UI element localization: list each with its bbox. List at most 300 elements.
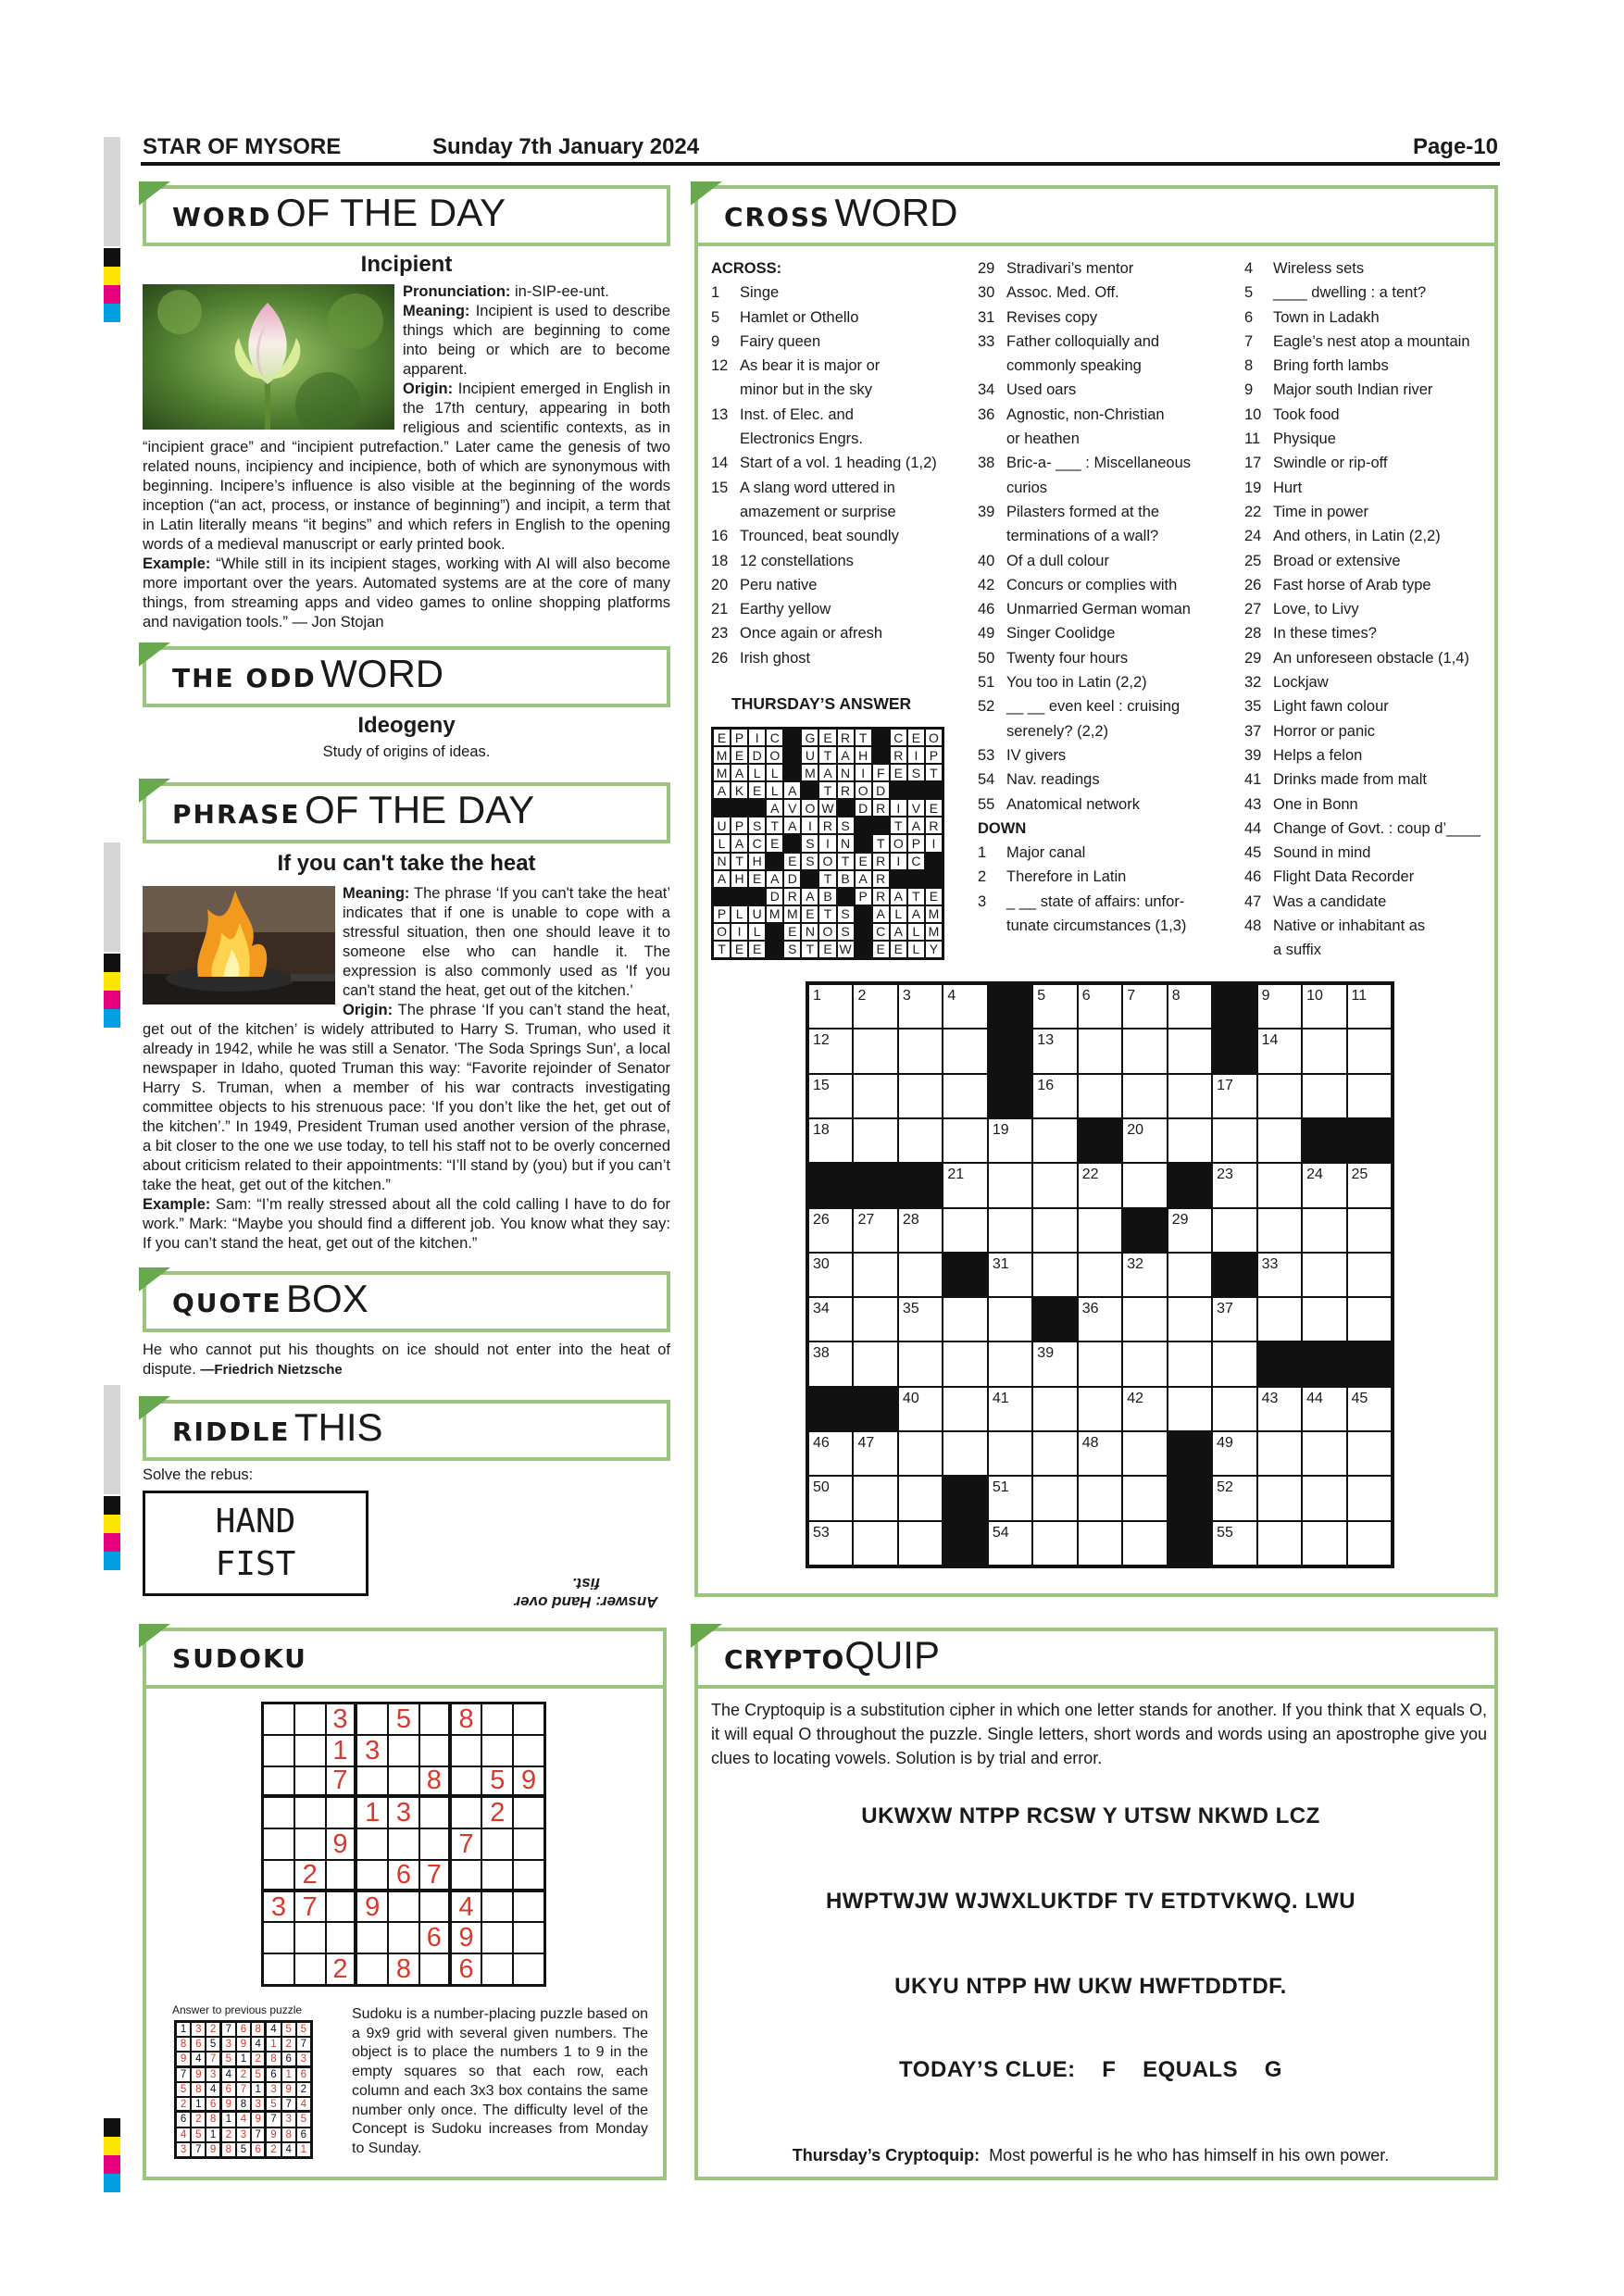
crossword-cell[interactable]	[1212, 1476, 1256, 1520]
crossword-cell[interactable]	[808, 1253, 853, 1297]
sudoku-cell[interactable]	[419, 1828, 451, 1860]
crossword-cell[interactable]	[1302, 1431, 1346, 1476]
sudoku-cell[interactable]	[356, 1922, 388, 1953]
crossword-cell[interactable]	[1212, 1521, 1256, 1566]
example-text: Sam: “I’m really stressed about all the cold calling I have to do for work.” Mark: “Maybe you should find a different job. You know what they say: If you can’t stand the heat, get out of the kitchen.”	[143, 1196, 670, 1252]
crossword-cell[interactable]	[1078, 1521, 1122, 1566]
sudoku-cell[interactable]	[263, 1797, 294, 1828]
clue-number: 41	[1244, 771, 1262, 789]
crossword-cell[interactable]	[943, 1118, 987, 1163]
crossword-cell[interactable]	[1122, 1341, 1167, 1386]
sudoku-digit: 4	[195, 2053, 202, 2065]
sudoku-cell[interactable]	[451, 1735, 482, 1766]
crossword-cell[interactable]	[1257, 1163, 1302, 1207]
crossword-cell[interactable]	[1257, 1476, 1302, 1520]
crossword-cell[interactable]	[1168, 1297, 1212, 1341]
answer-cell	[748, 870, 766, 888]
crossword-cell[interactable]	[1347, 1431, 1392, 1476]
crossword-cell[interactable]	[1032, 984, 1077, 1029]
crossword-cell[interactable]	[1302, 1253, 1346, 1297]
crossword-cell[interactable]	[853, 1297, 897, 1341]
crossword-cell[interactable]	[808, 1431, 853, 1476]
crossword-cell[interactable]	[1032, 1118, 1077, 1163]
crossword-cell[interactable]	[1122, 1253, 1167, 1297]
crossword-cell[interactable]	[1032, 1521, 1077, 1566]
sudoku-cell	[176, 2142, 191, 2157]
crossword-cell[interactable]	[1212, 1074, 1256, 1118]
sudoku-cell[interactable]	[388, 1828, 419, 1860]
quote-author: —Friedrich Nietzsche	[200, 1362, 343, 1378]
crossword-cell[interactable]	[1122, 1118, 1167, 1163]
crossword-cell[interactable]	[1168, 1074, 1212, 1118]
sudoku-cell[interactable]	[513, 1703, 544, 1735]
answer-letter: E	[893, 765, 903, 780]
crossword-cell[interactable]	[943, 1341, 987, 1386]
answer-letter: N	[717, 854, 727, 869]
crossword-cell[interactable]	[1347, 1253, 1392, 1297]
clue-item	[1244, 354, 1494, 378]
crossword-cell[interactable]	[853, 1253, 897, 1297]
crossword-cell[interactable]	[898, 1297, 943, 1341]
sudoku-cell	[251, 2112, 266, 2127]
sudoku-cell[interactable]	[263, 1953, 294, 1985]
crossword-cell[interactable]	[1212, 1431, 1256, 1476]
sudoku-cell	[281, 2052, 296, 2066]
clue-item	[711, 597, 961, 621]
crossword-cell[interactable]	[1122, 1297, 1167, 1341]
crossword-cell[interactable]	[1078, 1387, 1122, 1431]
sudoku-cell[interactable]	[263, 1703, 294, 1735]
crossword-cell[interactable]	[1168, 1341, 1212, 1386]
answer-cell	[783, 941, 801, 958]
clue-number-label: 45	[1351, 1390, 1368, 1406]
crossword-cell[interactable]	[1078, 1297, 1122, 1341]
crossword-cell[interactable]	[898, 1431, 943, 1476]
crossword-cell[interactable]	[1122, 1074, 1167, 1118]
answer-letter: T	[858, 730, 868, 745]
sudoku-cell[interactable]	[513, 1953, 544, 1985]
crossword-cell[interactable]	[898, 1208, 943, 1253]
crossword-cell[interactable]	[1032, 1476, 1077, 1520]
crossword-cell[interactable]	[1168, 1118, 1212, 1163]
sudoku-cell[interactable]	[419, 1703, 451, 1735]
crossword-cell[interactable]	[853, 984, 897, 1029]
sudoku-cell[interactable]	[481, 1735, 513, 1766]
crossword-cell[interactable]	[988, 1163, 1032, 1207]
crossword-cell[interactable]	[1078, 1163, 1122, 1207]
sudoku-digit: 9	[365, 1891, 381, 1922]
crossword-cell[interactable]	[1212, 1341, 1256, 1386]
crossword-cell[interactable]	[988, 1521, 1032, 1566]
answer-cell	[766, 781, 783, 799]
crossword-cell[interactable]	[1122, 984, 1167, 1029]
crossword-cell[interactable]	[1078, 1208, 1122, 1253]
black-square	[907, 870, 925, 888]
crossword-cell[interactable]	[1168, 1029, 1212, 1073]
answer-letter: R	[841, 730, 851, 745]
crossword-cell[interactable]	[1032, 1029, 1077, 1073]
clue-text: a suffix	[1273, 942, 1321, 959]
answer-letter: B	[823, 889, 832, 905]
crossword-cell[interactable]	[1347, 1163, 1392, 1207]
crossword-cell[interactable]	[988, 1297, 1032, 1341]
crossword-cell[interactable]	[1347, 1297, 1392, 1341]
black-square	[1302, 1341, 1346, 1386]
sudoku-cell[interactable]	[263, 1922, 294, 1953]
crossword-cell[interactable]	[1032, 1074, 1077, 1118]
crossword-cell[interactable]	[943, 1297, 987, 1341]
crossword-cell[interactable]	[808, 1029, 853, 1073]
crossword-cell[interactable]	[988, 1476, 1032, 1520]
answer-letter: E	[806, 906, 815, 922]
black-square	[731, 888, 748, 905]
crossword-cell[interactable]	[1302, 1387, 1346, 1431]
sudoku-cell[interactable]	[513, 1922, 544, 1953]
crossword-cell[interactable]	[1257, 984, 1302, 1029]
crossword-cell[interactable]	[853, 1476, 897, 1520]
crossword-cell[interactable]	[898, 1476, 943, 1520]
crossword-cell[interactable]	[808, 1118, 853, 1163]
crossword-cell[interactable]	[1302, 1074, 1346, 1118]
sudoku-cell[interactable]	[388, 1766, 419, 1798]
crossword-cell[interactable]	[943, 1163, 987, 1207]
sudoku-cell[interactable]	[513, 1860, 544, 1891]
crossword-cell[interactable]	[853, 1118, 897, 1163]
origin-label: Origin:	[343, 1002, 394, 1018]
crossword-cell[interactable]	[943, 1387, 987, 1431]
crossword-cell[interactable]	[1347, 984, 1392, 1029]
clue-number-label: 49	[1217, 1435, 1233, 1452]
sudoku-digit: 6	[180, 2114, 187, 2126]
black-square	[766, 923, 783, 941]
sudoku-cell[interactable]	[451, 1797, 482, 1828]
crossword-cell[interactable]	[1347, 1476, 1392, 1520]
crossword-cell[interactable]	[1257, 1521, 1302, 1566]
sudoku-cell	[388, 1953, 419, 1985]
crossword-cell[interactable]	[1122, 1431, 1167, 1476]
crossword-cell[interactable]	[898, 1521, 943, 1566]
sudoku-cell[interactable]	[419, 1891, 451, 1923]
sudoku-cell[interactable]	[388, 1891, 419, 1923]
answer-cell	[766, 834, 783, 852]
sudoku-cell[interactable]	[294, 1953, 326, 1985]
crossword-cell[interactable]	[1302, 1297, 1346, 1341]
sudoku-cell[interactable]	[356, 1860, 388, 1891]
crossword-cell[interactable]	[1347, 1387, 1392, 1431]
crossword-cell[interactable]	[1212, 1297, 1256, 1341]
crossword-cell[interactable]	[988, 1387, 1032, 1431]
crossword-cell[interactable]	[1032, 1341, 1077, 1386]
sudoku-cell[interactable]	[326, 1860, 357, 1891]
crossword-cell[interactable]	[1302, 1476, 1346, 1520]
sudoku-digit: 5	[270, 2098, 277, 2110]
sudoku-digit: 2	[300, 2083, 307, 2095]
sudoku-digit: 9	[209, 2143, 217, 2155]
answer-cell	[925, 888, 943, 905]
crossword-cell[interactable]	[1078, 1029, 1122, 1073]
sudoku-cell[interactable]	[294, 1797, 326, 1828]
sudoku-cell[interactable]	[481, 1953, 513, 1985]
sudoku-cell[interactable]	[388, 1922, 419, 1953]
sudoku-cell[interactable]	[356, 1703, 388, 1735]
sudoku-cell	[176, 2128, 191, 2142]
black-square	[1347, 1341, 1392, 1386]
black-square	[713, 799, 731, 817]
crossword-cell[interactable]	[1347, 1208, 1392, 1253]
crossword-cell[interactable]	[808, 1297, 853, 1341]
sudoku-cell	[281, 2128, 296, 2142]
clue-number-label: 50	[813, 1479, 830, 1496]
crossword-cell[interactable]	[1078, 1476, 1122, 1520]
clue-item	[711, 573, 961, 597]
crossword-cell[interactable]	[1168, 1208, 1212, 1253]
clue-text: Inst. of Elec. and	[740, 406, 854, 423]
sudoku-cell[interactable]	[419, 1797, 451, 1828]
sudoku-cell[interactable]	[481, 1922, 513, 1953]
sudoku-cell[interactable]	[451, 1766, 482, 1798]
sudoku-cell	[281, 2022, 296, 2037]
sudoku-cell[interactable]	[419, 1953, 451, 1985]
crossword-cell[interactable]	[853, 1029, 897, 1073]
crossword-cell[interactable]	[853, 1521, 897, 1566]
sudoku-cell[interactable]	[388, 1735, 419, 1766]
crossword-cell[interactable]	[943, 1074, 987, 1118]
crossword-cell[interactable]	[853, 1074, 897, 1118]
crossword-cell[interactable]	[1347, 1521, 1392, 1566]
black-square	[853, 1163, 897, 1207]
sudoku-cell[interactable]	[326, 1922, 357, 1953]
crossword-cell[interactable]	[808, 1341, 853, 1386]
crossword-cell[interactable]	[808, 1074, 853, 1118]
sudoku-digit: 5	[240, 2143, 247, 2155]
crossword-cell[interactable]	[1212, 1163, 1256, 1207]
crossword-cell[interactable]	[1122, 1029, 1167, 1073]
section-title-large: WORD	[320, 652, 444, 695]
answer-cell	[837, 729, 855, 746]
crossword-cell[interactable]	[1078, 1341, 1122, 1386]
corner-flag-icon	[139, 643, 170, 667]
crossword-cell[interactable]	[1212, 1208, 1256, 1253]
clue-item	[1244, 476, 1494, 500]
sudoku-cell[interactable]	[294, 1922, 326, 1953]
sudoku-cell[interactable]	[294, 1703, 326, 1735]
sudoku-cell[interactable]	[263, 1735, 294, 1766]
sudoku-cell[interactable]	[263, 1766, 294, 1798]
sudoku-digit: 8	[395, 1954, 412, 1985]
section-title-small: SUDOKU	[172, 1643, 307, 1674]
clue-line	[978, 524, 1237, 548]
crossword-cell[interactable]	[1257, 1431, 1302, 1476]
answer-letter: D	[752, 747, 762, 763]
crossword-cell[interactable]	[1122, 1521, 1167, 1566]
crossword-cell[interactable]	[943, 1208, 987, 1253]
crossword-cell[interactable]	[1168, 984, 1212, 1029]
crossword-cell[interactable]	[1032, 1163, 1077, 1207]
crossword-cell[interactable]	[808, 984, 853, 1029]
answer-letter: O	[717, 924, 727, 940]
crossword-cell[interactable]	[1122, 1476, 1167, 1520]
crossword-cell[interactable]	[808, 1521, 853, 1566]
sudoku-digit: 2	[225, 2128, 231, 2140]
answer-cell	[907, 941, 925, 958]
sudoku-cell[interactable]	[481, 1891, 513, 1923]
clue-text: Flight Data Recorder	[1273, 868, 1415, 886]
clue-number: 18	[711, 552, 729, 569]
crossword-cell[interactable]	[1078, 1074, 1122, 1118]
sudoku-digit: 6	[458, 1954, 474, 1985]
clue-number-label: 30	[813, 1255, 830, 1272]
answer-letter: T	[841, 854, 850, 869]
crossword-cell[interactable]	[988, 1431, 1032, 1476]
clue-line	[978, 354, 1237, 378]
clue-text: Major south Indian river	[1273, 381, 1433, 399]
crossword-cell[interactable]	[853, 1431, 897, 1476]
crossword-cell[interactable]	[1032, 1208, 1077, 1253]
answer-cell	[872, 834, 890, 852]
crossword-cell[interactable]	[1302, 1029, 1346, 1073]
crossword-cell[interactable]	[1168, 1387, 1212, 1431]
todays-clue: TODAY’S CLUE: F EQUALS G	[899, 2057, 1282, 2082]
crossword-cell[interactable]	[1257, 1118, 1302, 1163]
sudoku-cell[interactable]	[263, 1860, 294, 1891]
clue-text: Irish ghost	[740, 649, 811, 667]
crossword-cell[interactable]	[1257, 1297, 1302, 1341]
answer-letter: E	[929, 889, 939, 905]
sudoku-cell	[191, 2097, 206, 2112]
crossword-cell[interactable]	[898, 1253, 943, 1297]
sudoku-cell[interactable]	[513, 1797, 544, 1828]
clue-text: Sound in mind	[1273, 844, 1371, 862]
sudoku-digit: 7	[300, 2039, 307, 2051]
crossword-cell[interactable]	[898, 1074, 943, 1118]
crossword-cell[interactable]	[988, 1253, 1032, 1297]
crossword-cell[interactable]	[1347, 1074, 1392, 1118]
origin-label: Origin:	[403, 381, 454, 397]
crossword-cell[interactable]	[1212, 1118, 1256, 1163]
sudoku-cell[interactable]	[326, 1891, 357, 1923]
crossword-cell[interactable]	[1168, 1253, 1212, 1297]
crossword-cell[interactable]	[853, 1208, 897, 1253]
sudoku-cell[interactable]	[294, 1735, 326, 1766]
crossword-cell[interactable]	[1212, 1387, 1256, 1431]
answer-cell	[818, 941, 836, 958]
sudoku-cell	[296, 2142, 311, 2157]
sudoku-cell[interactable]	[481, 1828, 513, 1860]
sudoku-digit: 2	[332, 1954, 348, 1985]
crossword-cell[interactable]	[943, 984, 987, 1029]
clue-text: Agnostic, non-Christian	[1006, 406, 1165, 423]
sudoku-cell[interactable]	[294, 1766, 326, 1798]
clue-number: 6	[1244, 308, 1254, 326]
crossword-cell[interactable]	[853, 1341, 897, 1386]
crossword-cell[interactable]	[1257, 1253, 1302, 1297]
crossword-cell[interactable]	[1257, 1074, 1302, 1118]
clue-item	[978, 670, 1237, 694]
crossword-cell[interactable]	[1032, 1253, 1077, 1297]
crossword-cell[interactable]	[898, 984, 943, 1029]
crossword-cell[interactable]	[1032, 1387, 1077, 1431]
answer-cell	[872, 781, 890, 799]
answer-letter: A	[788, 817, 797, 833]
clue-number: 38	[978, 455, 995, 472]
answer-cell	[837, 923, 855, 941]
crossword-cell[interactable]	[1122, 1387, 1167, 1431]
sudoku-digit: 6	[395, 1859, 412, 1890]
sudoku-cell[interactable]	[419, 1735, 451, 1766]
black-square	[943, 1253, 987, 1297]
sudoku-cell	[251, 2082, 266, 2097]
crossword-cell[interactable]	[1078, 1253, 1122, 1297]
answer-letter: R	[929, 817, 939, 833]
sudoku-cell[interactable]	[513, 1735, 544, 1766]
sudoku-cell[interactable]	[356, 1828, 388, 1860]
answer-letter: S	[911, 765, 921, 780]
crossword-cell[interactable]	[1032, 1431, 1077, 1476]
sudoku-cell[interactable]	[513, 1891, 544, 1923]
crossword-cell[interactable]	[808, 1208, 853, 1253]
crossword-cell[interactable]	[808, 1476, 853, 1520]
crossword-cell[interactable]	[943, 1029, 987, 1073]
crossword-cell[interactable]	[1302, 1208, 1346, 1253]
clue-item	[1244, 817, 1494, 841]
clue-text: Took food	[1273, 406, 1340, 423]
sudoku-cell[interactable]	[356, 1766, 388, 1798]
clue-text: Once again or afresh	[740, 625, 883, 643]
crossword-cell[interactable]	[898, 1341, 943, 1386]
crossword-cell[interactable]	[988, 1341, 1032, 1386]
clue-number-label: 10	[1306, 988, 1323, 1004]
crossword-cell[interactable]	[1302, 984, 1346, 1029]
crossword-cell[interactable]	[1078, 984, 1122, 1029]
clue-item	[978, 841, 1237, 865]
crossword-cell[interactable]	[1347, 1029, 1392, 1073]
clue-text: Swindle or rip-off	[1273, 455, 1388, 472]
crossword-cell[interactable]	[988, 1208, 1032, 1253]
crossword-cell[interactable]	[988, 1118, 1032, 1163]
sudoku-cell[interactable]	[481, 1703, 513, 1735]
crossword-cell[interactable]	[898, 1118, 943, 1163]
answer-letter: S	[841, 906, 850, 922]
answer-cell	[855, 870, 872, 888]
clue-number: 19	[1244, 479, 1262, 496]
crossword-cell[interactable]	[1302, 1521, 1346, 1566]
sudoku-cell[interactable]	[513, 1828, 544, 1860]
crossword-cell[interactable]	[898, 1029, 943, 1073]
clue-number: 7	[1244, 332, 1254, 350]
sudoku-cell	[356, 1735, 388, 1766]
sudoku-cell[interactable]	[356, 1953, 388, 1985]
crossword-cell[interactable]	[943, 1431, 987, 1476]
sudoku-cell[interactable]	[326, 1797, 357, 1828]
crossword-cell[interactable]	[1257, 1208, 1302, 1253]
crossword-cell[interactable]	[1302, 1163, 1346, 1207]
crossword-cell[interactable]	[1078, 1431, 1122, 1476]
sudoku-cell[interactable]	[451, 1860, 482, 1891]
sudoku-cell[interactable]	[294, 1828, 326, 1860]
answer-cell	[872, 905, 890, 923]
sudoku-cell[interactable]	[263, 1828, 294, 1860]
crossword-cell[interactable]	[1257, 1387, 1302, 1431]
crossword-cell[interactable]	[898, 1387, 943, 1431]
clue-text: curios	[1006, 479, 1048, 496]
sudoku-cell	[388, 1797, 419, 1828]
section-title-small: RIDDLE	[172, 1416, 291, 1447]
sudoku-cell[interactable]	[481, 1860, 513, 1891]
section-title-large: WORD	[834, 191, 958, 234]
crossword-cell[interactable]	[1257, 1029, 1302, 1073]
clue-number-label: 17	[1217, 1077, 1233, 1093]
crossword-cell[interactable]	[1122, 1163, 1167, 1207]
